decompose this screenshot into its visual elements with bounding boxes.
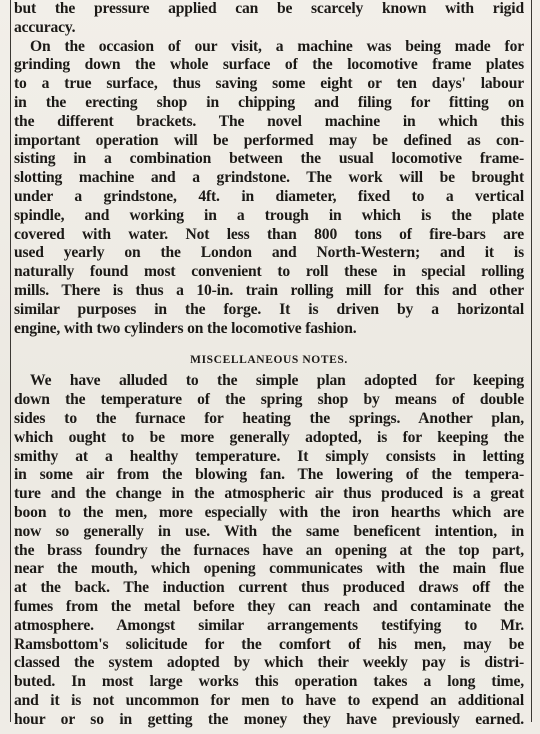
text-line: grinding down the whole surface of the locomotive frame plates — [14, 56, 524, 74]
text-line: buted. In most large works this operation takes a long time, — [14, 673, 524, 691]
text-line: atmosphere. Amongst similar arrangements testifying to Mr. — [14, 616, 524, 634]
text-line: fumes from the metal before they can reach and contaminate the — [14, 597, 524, 615]
section-heading: MISCELLANEOUS NOTES. — [190, 354, 348, 367]
text-line: and it is not uncommon for men to have to expend an additional — [14, 691, 524, 709]
column-rule-left — [10, 0, 11, 722]
text-line: important operation will be performed may be defined as con- — [14, 131, 524, 149]
text-line: under a grindstone, 4ft. in diameter, fixed to a vertical — [14, 187, 524, 205]
section-spacer — [14, 338, 524, 352]
text-line: the different brackets. The novel machine in which this — [14, 112, 524, 130]
text-line: boon to the men, more especially with the iron hearths which are — [14, 503, 524, 521]
text-line: smithy at a healthy temperature. It simply consists in letting — [14, 447, 524, 465]
text-line: similar purposes in the forge. It is driven by a horizontal — [14, 300, 524, 318]
text-line: but the pressure applied can be scarcely known with rigid — [14, 0, 524, 17]
text-line: sides to the furnace for heating the springs. Another plan, — [14, 409, 524, 427]
text-line: in the erecting shop in chipping and filing for fitting on — [14, 93, 524, 111]
text-line: On the occasion of our visit, a machine was being made for — [30, 37, 524, 55]
text-line: slotting machine and a grindstone. The work will be brought — [14, 169, 524, 187]
text-line: sisting in a combination between the usual locomotive frame- — [14, 150, 524, 168]
text-line: which ought to be more generally adopted, is for keeping the — [14, 428, 524, 446]
text-line: down the temperature of the spring shop by means of double — [14, 391, 524, 409]
paragraph-grinding-machine — [14, 38, 524, 339]
text-line: covered with water. Not less than 800 tons of fire-bars are — [14, 225, 524, 243]
article-column — [14, 0, 524, 729]
column-rule-right — [531, 0, 532, 722]
opening-fragment — [14, 0, 524, 38]
text-line: accuracy. — [14, 18, 76, 36]
text-line: used yearly on the London and North-Western; and it is — [14, 244, 524, 262]
text-line: to a true surface, thus saving some eight or ten days' labour — [14, 75, 524, 93]
paragraph-miscellaneous-notes — [14, 372, 524, 729]
text-line: mills. There is thus a 10-in. train rolling mill for this and other — [14, 281, 524, 299]
text-line: naturally found most convenient to roll these in special rolling — [14, 263, 524, 281]
text-line: now so generally in use. With the same beneficent intention, in — [14, 522, 524, 540]
text-line: ture and the change in the atmospheric air thus produced is a great — [14, 485, 524, 503]
text-line: Ramsbottom's solicitude for the comfort of his men, may be — [14, 635, 524, 653]
text-line: the brass foundry the furnaces have an opening at the top part, — [14, 541, 524, 559]
text-line: classed the system adopted by which their weekly pay is distri- — [14, 654, 524, 672]
text-line: engine, with two cylinders on the locomotive fashion. — [14, 319, 357, 337]
text-line: at the back. The induction current thus produced draws off the — [14, 579, 524, 597]
text-line: hour or so in getting the money they have previously earned. — [14, 710, 524, 728]
text-line: spindle, and working in a trough in which is the plate — [14, 206, 524, 224]
text-line: We have alluded to the simple plan adopted for keeping — [30, 372, 524, 390]
text-line: in some air from the blowing fan. The lowering of the tempera- — [14, 466, 524, 484]
text-line: near the mouth, which opening communicates with the main flue — [14, 560, 524, 578]
